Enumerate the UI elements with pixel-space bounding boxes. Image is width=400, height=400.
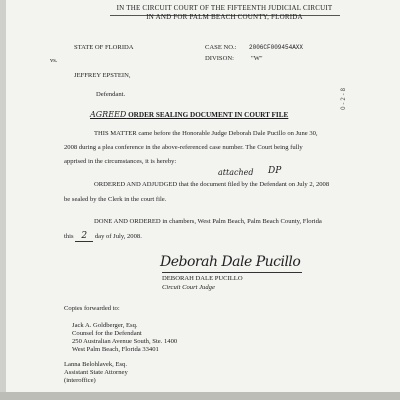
- defendant-name: JEFFREY EPSTEIN,: [74, 72, 131, 79]
- scan-left-edge: [0, 0, 6, 400]
- para3-line1: DONE AND ORDERED in chambers, West Palm Beach, Palm Beach County, Florida: [94, 218, 322, 225]
- handwritten-insert: attached: [218, 168, 254, 177]
- para1-line1: THIS MATTER came before the Honorable Judge Deborah Dale Pucillo on June 30,: [94, 130, 318, 137]
- court-header-line2: IN AND FOR PALM BEACH COUNTY, FLORIDA: [146, 12, 303, 21]
- court-header: [112, 4, 337, 21]
- para3-rest: day of July, 2008.: [94, 233, 142, 240]
- division-label: DIVISON:: [205, 55, 234, 62]
- case-no: 2006CF009454AXX: [249, 44, 304, 51]
- recipient1-address2: West Palm Beach, Florida 33401: [72, 346, 159, 353]
- judge-title: Circuit Court Judge: [162, 284, 215, 291]
- signature-line: [162, 272, 302, 273]
- plaintiff: STATE OF FLORIDA: [74, 44, 134, 51]
- recipient1: [72, 322, 177, 354]
- recipient1-address1: 250 Australian Avenue South, Ste. 1400: [72, 338, 178, 345]
- filing-stamp: O-2-8: [340, 86, 347, 110]
- court-header-line1: IN THE CIRCUIT COURT OF THE FIFTEENTH JUDICIAL CIRCUIT: [116, 4, 333, 12]
- recipient2-name: Lanna Belohlavek, Esq.: [64, 361, 127, 368]
- para1-line3: apprised in the circumstances, it is hereby:: [64, 158, 177, 165]
- versus: vs.: [50, 57, 58, 64]
- defendant-role: Defendant.: [96, 91, 126, 98]
- handwritten-initials: DP: [268, 166, 282, 176]
- para2-line1: ORDERED AND ADJUDGED that the document filed by the Defendant on July 2, 2008: [94, 181, 330, 188]
- order-title-handwritten: AGREED: [90, 110, 127, 119]
- recipient2: [64, 361, 128, 385]
- scan-bottom-edge: [0, 392, 400, 400]
- para2-line2: be sealed by the Clerk in the court file.: [64, 196, 167, 203]
- order-title: [90, 110, 288, 119]
- judge-name: DEBORAH DALE PUCILLO: [162, 275, 243, 282]
- case-no-label: CASE NO.:: [205, 44, 237, 51]
- recipient2-note: (interoffice): [64, 377, 96, 384]
- recipient1-name: Jack A. Goldberger, Esq.: [72, 322, 138, 329]
- para3-day-handwritten: 2: [75, 232, 93, 242]
- para3-line2: [64, 230, 142, 244]
- division: "W": [251, 55, 263, 62]
- copies-label: Copies forwarded to:: [64, 305, 120, 312]
- para3-this: this: [64, 233, 74, 240]
- recipient1-role: Counsel for the Defendant: [72, 330, 142, 337]
- recipient2-role: Assistant State Attorney: [64, 369, 128, 376]
- signature-script: Deborah Dale Pucillo: [160, 254, 301, 270]
- para1-line2: 2008 during a plea conference in the above-referenced case number. The Court being fully: [64, 144, 303, 151]
- order-title-text: ORDER SEALING DOCUMENT IN COURT FILE: [126, 111, 289, 119]
